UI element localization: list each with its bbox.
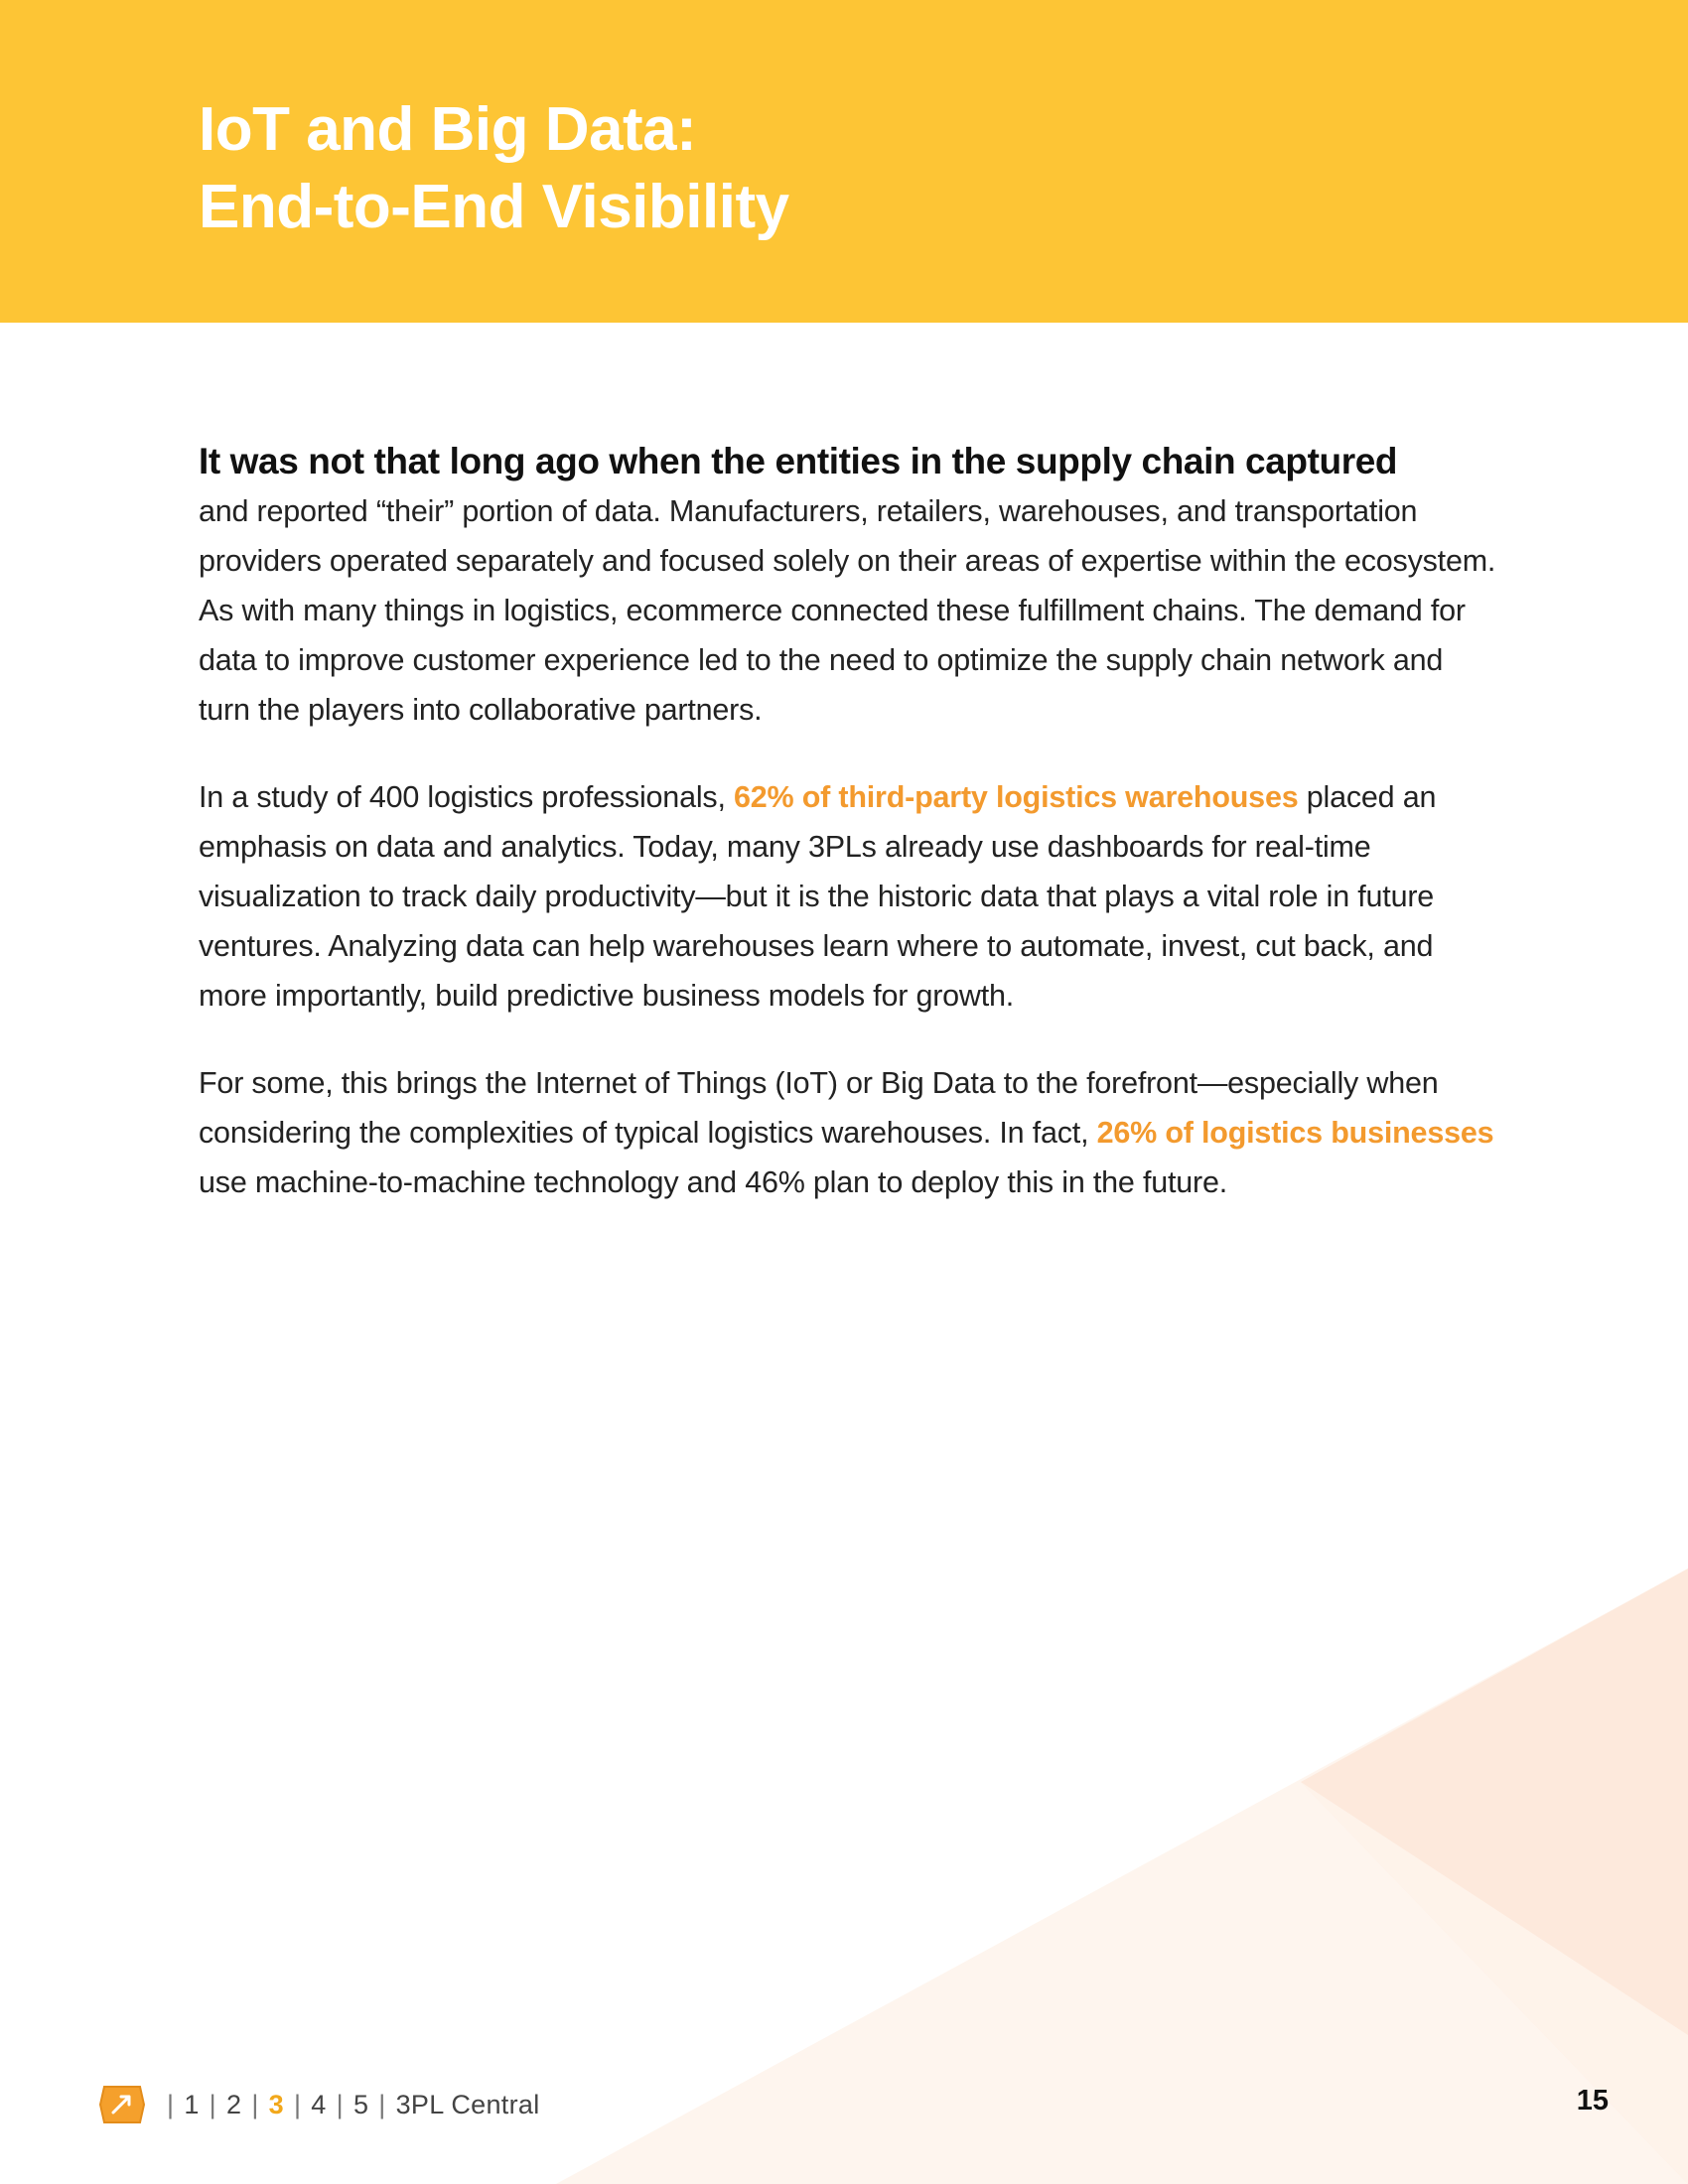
paragraph-2-text-start: In a study of 400 logistics professionals,	[199, 780, 735, 814]
highlight-26-percent-stat: 26% of logistics businesses	[1096, 1116, 1494, 1150]
footer-separator: |	[167, 2089, 175, 2119]
page-number: 15	[1576, 2085, 1609, 2116]
page-title-line-1: IoT and Big Data:	[199, 95, 697, 164]
highlight-62-percent-stat: 62% of third-party logistics warehouses	[734, 780, 1299, 814]
footer-brand-link[interactable]: 3PL Central	[395, 2089, 540, 2119]
footer-navigation	[99, 2083, 540, 2126]
footer-nav-link-3-active[interactable]: 3	[268, 2089, 284, 2119]
paragraph-2	[199, 772, 1499, 1021]
page-title-line-2: End-to-End Visibility	[199, 173, 789, 241]
footer-separator: |	[336, 2089, 344, 2119]
paragraph-1-text: and reported “their” portion of data. Manufacturers, retailers, warehouses, and transportation providers operated separately and focused solely on their areas of expertise within the ecosystem. As with many things in logistics, ecommerce connected these fulfillment chains. The demand for data to improve customer experience led to the need to optimize the supply chain network and turn the players into collaborative partners.	[199, 494, 1496, 727]
footer-separator: |	[251, 2089, 259, 2119]
footer-separator: |	[209, 2089, 216, 2119]
footer-separator: |	[293, 2089, 302, 2119]
paragraph-3	[199, 1058, 1499, 1207]
lead-sentence: It was not that long ago when the entities in the supply chain captured	[199, 441, 1398, 481]
article-body	[199, 437, 1499, 1207]
paragraph-2-text-end: placed an emphasis on data and analytics. Today, many 3PLs already use dashboards for real-time visualization to track daily productivity—but it is the historic data that plays a vital role in future ventures. Analyzing data can help warehouses learn where to automate, invest, cut back, and more importantly, build predictive business models for growth.	[199, 780, 1437, 1013]
paragraph-3-text-end: use machine-to-machine technology and 46% plan to deploy this in the future.	[199, 1165, 1228, 1199]
footer-nav-link-2[interactable]: 2	[225, 2089, 242, 2119]
paragraph-3-text-start: For some, this brings the Internet of Things (IoT) or Big Data to the forefront—especially when considering the complexities of typical logistics warehouses. In fact,	[199, 1066, 1439, 1150]
paragraph-1	[199, 437, 1499, 735]
header-band	[0, 0, 1688, 323]
footer-nav-link-1[interactable]: 1	[184, 2089, 200, 2119]
footer-nav-link-5[interactable]: 5	[352, 2089, 369, 2119]
box-logo-icon	[99, 2083, 145, 2126]
footer-separator: |	[378, 2089, 386, 2119]
footer-nav-link-4[interactable]: 4	[311, 2089, 327, 2119]
page-title	[199, 91, 789, 246]
